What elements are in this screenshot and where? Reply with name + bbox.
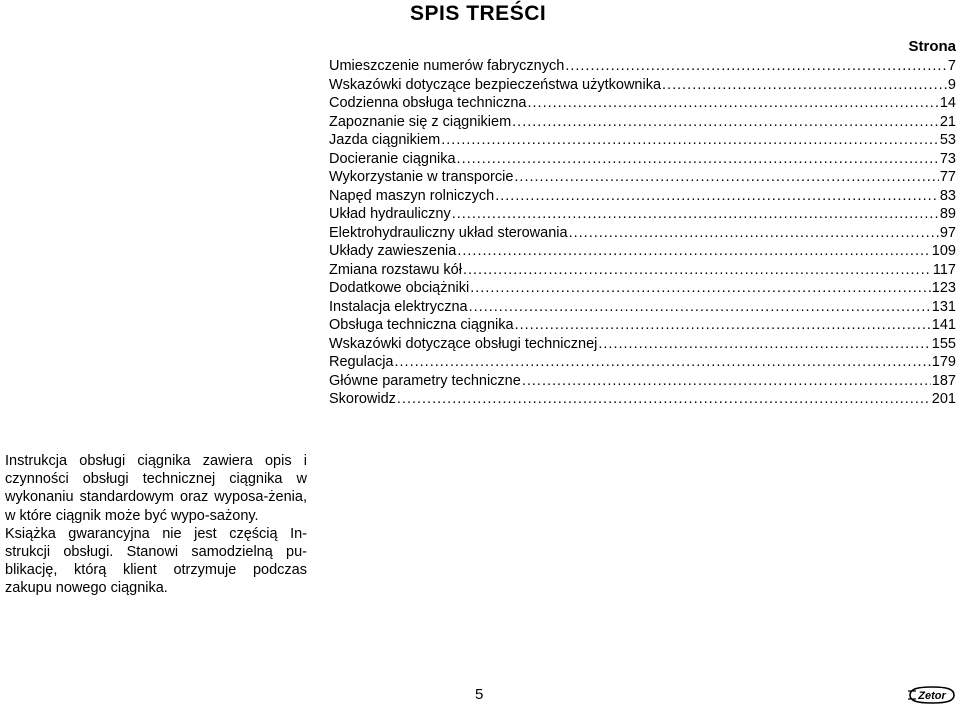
toc-entry-label: Docieranie ciągnika xyxy=(329,150,456,167)
toc-entry-page: 21 xyxy=(939,113,956,130)
toc-entry-label: Napęd maszyn rolniczych xyxy=(329,187,495,204)
toc-leader xyxy=(463,261,932,280)
toc-leader xyxy=(515,316,931,335)
toc-entry[interactable] xyxy=(329,279,956,298)
toc-leader xyxy=(452,205,939,224)
toc-entry-label: Dodatkowe obciążniki xyxy=(329,280,470,296)
page-title: SPIS TREŚCI xyxy=(410,2,547,25)
toc-entry-page: 141 xyxy=(931,317,956,333)
toc-entry[interactable] xyxy=(329,187,956,206)
toc-entry-label: Obsługa techniczna ciągnika xyxy=(329,317,514,333)
toc-leader xyxy=(569,224,939,243)
toc-entry-page: 117 xyxy=(932,261,956,278)
toc-entry[interactable] xyxy=(329,372,956,391)
toc-entry[interactable] xyxy=(329,316,956,335)
toc-leader xyxy=(598,335,930,354)
toc-entry[interactable] xyxy=(329,224,956,243)
toc-entry-page: 179 xyxy=(931,354,956,370)
toc-leader xyxy=(514,168,938,187)
toc-entry-label: Zapoznanie się z ciągnikiem xyxy=(329,113,512,130)
toc-entry[interactable] xyxy=(329,242,956,261)
zetor-logo-icon xyxy=(907,685,957,705)
toc-entry-label: Zmiana rozstawu kół xyxy=(329,261,462,278)
toc-entry-page: 9 xyxy=(947,76,956,93)
toc-entry-label: Jazda ciągnikiem xyxy=(329,132,441,148)
toc-leader xyxy=(495,187,939,206)
toc-entry[interactable] xyxy=(329,131,956,150)
toc-leader xyxy=(441,131,939,150)
toc-entry[interactable] xyxy=(329,390,956,409)
toc-entry-label: Instalacja elektryczna xyxy=(329,298,468,315)
toc-entry[interactable] xyxy=(329,168,956,187)
toc-entry-page: 73 xyxy=(939,150,956,167)
toc-entry-label: Wykorzystanie w transporcie xyxy=(329,169,514,185)
toc-entry[interactable] xyxy=(329,57,956,76)
toc-leader xyxy=(528,94,939,113)
toc-leader xyxy=(457,242,930,261)
toc-entry[interactable] xyxy=(329,76,956,95)
toc-entry-label: Regulacja xyxy=(329,354,394,370)
toc-entry-label: Wskazówki dotyczące obsługi technicznej xyxy=(329,335,598,352)
toc-entry-page: 155 xyxy=(931,335,956,352)
toc-entry-page: 109 xyxy=(931,243,956,259)
logo-text: Zetor xyxy=(918,690,946,702)
toc-entry[interactable] xyxy=(329,298,956,317)
toc-entry-page: 83 xyxy=(939,187,956,204)
toc-entry-label: Wskazówki dotyczące bezpieczeństwa użytkownika xyxy=(329,76,662,93)
toc-entry-label: Układy zawieszenia xyxy=(329,243,457,259)
toc-entry-label: Układ hydrauliczny xyxy=(329,206,451,222)
toc-entry-label: Skorowidz xyxy=(329,391,396,407)
intro-paragraph: Książka gwarancyjna nie jest częścią In-strukcji obsługi. Stanowi samodzielną pu-blikację, którą klient otrzymuje podczas zakupu nowego ciągnika. xyxy=(5,525,307,597)
toc-leader xyxy=(470,279,931,298)
toc-entry[interactable] xyxy=(329,205,956,224)
toc-entry-label: Umieszczenie numerów fabrycznych xyxy=(329,58,565,74)
toc-entry-page: 14 xyxy=(939,95,956,111)
toc-leader xyxy=(457,150,939,169)
toc-entry[interactable] xyxy=(329,261,956,280)
toc-leader xyxy=(662,76,947,95)
page-column-header: Strona xyxy=(908,38,956,55)
toc-leader xyxy=(397,390,931,409)
toc-leader xyxy=(565,57,947,76)
toc-entry-label: Elektrohydrauliczny układ sterowania xyxy=(329,224,568,241)
toc-entry-page: 131 xyxy=(931,298,956,315)
toc-entry[interactable] xyxy=(329,353,956,372)
toc-entry-page: 89 xyxy=(939,206,956,222)
toc-entry-page: 187 xyxy=(931,372,956,389)
toc-entry[interactable] xyxy=(329,335,956,354)
toc-entry-page: 7 xyxy=(947,58,956,74)
toc-entry[interactable] xyxy=(329,150,956,169)
intro-text xyxy=(5,452,307,598)
toc-list xyxy=(329,57,956,409)
toc-leader xyxy=(469,298,931,317)
toc-entry-page: 97 xyxy=(939,224,956,241)
toc-entry-page: 201 xyxy=(931,391,956,407)
intro-paragraph: Instrukcja obsługi ciągnika zawiera opis i czynności obsługi technicznej ciągnika w wykonaniu standardowym oraz wyposa-żenia, w które ciągnik może być wypo-sażony. xyxy=(5,453,307,524)
toc-entry-label: Główne parametry techniczne xyxy=(329,372,521,389)
toc-leader xyxy=(522,372,931,391)
toc-entry-page: 77 xyxy=(939,169,956,185)
toc-entry[interactable] xyxy=(329,94,956,113)
toc-entry-page: 53 xyxy=(939,132,956,148)
toc-entry-page: 123 xyxy=(931,280,956,296)
toc-entry[interactable] xyxy=(329,113,956,132)
toc-leader xyxy=(395,353,931,372)
page-number: 5 xyxy=(475,686,484,703)
toc-entry-label: Codzienna obsługa techniczna xyxy=(329,95,527,111)
toc-leader xyxy=(512,113,939,132)
